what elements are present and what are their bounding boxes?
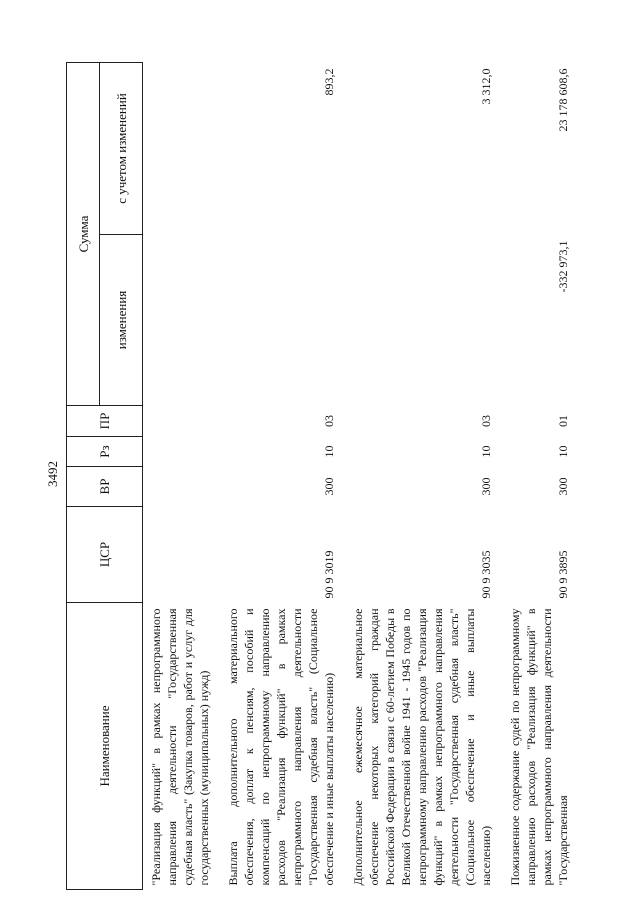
row-name: Дополнительное ежемесячное материальное обеспечение некоторых категорий граждан Российской Федерации в связи с 60-летием Победы в Великой Отечественной войне 1941 - 1945 годов по непрограммному направлению расходов "Реализация функций" в рамках непрограммного направления деятельности "Государственная судебная власть" (Социальное обеспечение и иные выплаты населению) bbox=[351, 608, 493, 886]
header-change: изменения bbox=[100, 235, 143, 406]
row-vr: 300 bbox=[322, 477, 336, 496]
header-sum: Сумма bbox=[67, 63, 100, 406]
row-change bbox=[143, 235, 221, 406]
row-rz bbox=[143, 437, 221, 467]
table-row bbox=[345, 63, 502, 890]
table-row bbox=[143, 63, 221, 890]
header-name: Наименование bbox=[67, 603, 143, 890]
row-change bbox=[220, 235, 345, 406]
header-with-change: с учетом изменений bbox=[100, 63, 143, 235]
row-with-change: 893,2 bbox=[322, 68, 336, 96]
row-name: Выплата дополнительного материального обеспечения, доплат к пенсиям, пособий и компенсаций по непрограммному направлению расходов "Реализация функций" в рамках непрограммного направления деятельности "Государственная судебная власть" (Социальное обеспечение и иные выплаты населению) bbox=[226, 608, 336, 886]
row-rz: 10 bbox=[479, 445, 493, 458]
row-csr: 90 9 3035 bbox=[479, 550, 493, 599]
table-row bbox=[220, 63, 345, 890]
header-pr: ПР bbox=[67, 406, 143, 437]
row-csr: 90 9 3895 bbox=[556, 550, 570, 599]
row-csr bbox=[143, 507, 221, 603]
row-name: Пожизненное содержание судей по непрограммному направлению расходов "Реализация функций" в рамках непрограммного направления деятельности "Государственная bbox=[508, 608, 570, 886]
row-pr: 03 bbox=[322, 415, 336, 427]
row-vr: 300 bbox=[556, 477, 570, 496]
row-pr bbox=[143, 406, 221, 437]
table-row bbox=[502, 63, 579, 890]
budget-table-sheet bbox=[66, 63, 586, 890]
row-pr: 03 bbox=[479, 415, 493, 427]
row-with-change: 23 178 608,6 bbox=[556, 68, 570, 132]
header-vr: ВР bbox=[67, 467, 143, 507]
row-name: "Реализация функций" в рамках непрограммного направления деятельности "Государственная судебная власть" (Закупка товаров, работ и услуг для государственных (муниципальных) нужд) bbox=[149, 608, 211, 886]
row-rz: 10 bbox=[556, 445, 570, 458]
page-number: 3492 bbox=[45, 461, 60, 487]
row-csr: 90 9 3019 bbox=[322, 550, 336, 599]
header-rz: Рз bbox=[67, 437, 143, 467]
row-with-change bbox=[143, 63, 221, 235]
row-vr: 300 bbox=[479, 477, 493, 496]
row-pr: 01 bbox=[556, 415, 570, 427]
row-change bbox=[345, 235, 502, 406]
row-change: -332 973,1 bbox=[556, 240, 570, 293]
row-with-change: 3 312,0 bbox=[479, 68, 493, 105]
budget-table bbox=[66, 62, 579, 890]
row-vr bbox=[143, 467, 221, 507]
header-csr: ЦСР bbox=[67, 507, 143, 603]
row-rz: 10 bbox=[322, 445, 336, 458]
